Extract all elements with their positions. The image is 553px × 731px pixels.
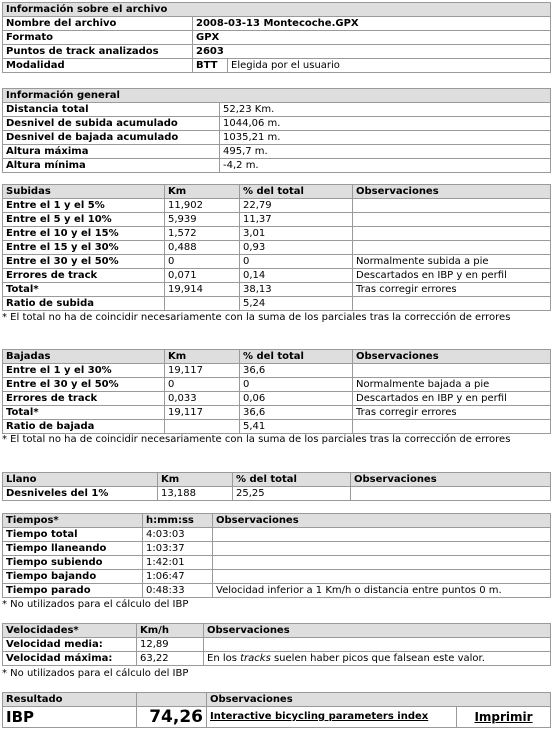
table-row: Formato GPX <box>3 31 551 45</box>
file-name-value: 2008-03-13 Montecoche.GPX <box>193 17 551 31</box>
table-row: Tiempo subiendo 1:42:01 <box>3 556 551 570</box>
velocidades-footnote: * No utilizados para el cálculo del IBP <box>2 668 189 679</box>
print-button[interactable]: Imprimir <box>457 707 551 728</box>
table-row: Altura máxima 495,7 m. <box>3 145 551 159</box>
file-info-table <box>2 2 551 73</box>
table-row: Total* 19,117 36,6 Tras corregir errores <box>3 406 551 420</box>
bajadas-footnote: * El total no ha de coincidir necesariamente con la suma de los parciales tras la corrección de errores <box>2 434 511 445</box>
table-row: Velocidad media: 12,89 <box>3 638 551 652</box>
table-row: Tiempo llaneando 1:03:37 <box>3 542 551 556</box>
table-row: Tiempo parado 0:48:33 Velocidad inferior a 1 Km/h o distancia entre puntos 0 m. <box>3 584 551 598</box>
general-info-header: Información general <box>3 89 551 103</box>
table-row: Modalidad BTT Elegida por el usuario <box>3 59 551 73</box>
ibp-info-link[interactable]: Interactive bicycling parameters index <box>210 711 429 722</box>
table-row: Entre el 5 y el 10% 5,939 11,37 <box>3 213 551 227</box>
table-row: Errores de track 0,071 0,14 Descartados en IBP y en perfil <box>3 269 551 283</box>
table-row: Tiempo bajando 1:06:47 <box>3 570 551 584</box>
table-row: Altura mínima -4,2 m. <box>3 159 551 173</box>
tiempos-table: Tiempos* h:mm:ss Observaciones Tiempo total 4:03:03 Tiempo llaneando 1:03:37 Tiempo subiendo 1:42:01 Tiempo bajando 1:06:47 Tiempo parado 0:48:33 Velocidad inferior a 1 Km/h o distancia entre puntos 0 m. <box>2 513 551 598</box>
resultado-table: Resultado Observaciones IBP 74,26 Interactive bicycling parameters index Imprimir <box>2 692 551 728</box>
table-row: Entre el 30 y el 50% 0 0 Normalmente bajada a pie <box>3 378 551 392</box>
ibp-label: IBP <box>3 707 137 728</box>
table-row: Desnivel de subida acumulado 1044,06 m. <box>3 117 551 131</box>
ibp-value: 74,26 <box>137 707 207 728</box>
table-row: Desniveles del 1% 13,188 25,25 <box>3 487 551 501</box>
general-info-table <box>2 88 551 173</box>
subidas-footnote: * El total no ha de coincidir necesariamente con la suma de los parciales tras la corrección de errores <box>2 312 511 323</box>
table-row: Ratio de subida 5,24 <box>3 297 551 311</box>
table-row: Entre el 10 y el 15% 1,572 3,01 <box>3 227 551 241</box>
table-row: Entre el 15 y el 30% 0,488 0,93 <box>3 241 551 255</box>
table-row: Tiempo total 4:03:03 <box>3 528 551 542</box>
file-info-header: Información sobre el archivo <box>3 3 551 17</box>
table-row: Velocidad máxima: 63,22 En los tracks suelen haber picos que falsean este valor. <box>3 652 551 666</box>
table-row: Nombre del archivo 2008-03-13 Montecoche.GPX <box>3 17 551 31</box>
table-row: Total* 19,914 38,13 Tras corregir errores <box>3 283 551 297</box>
table-row: Entre el 1 y el 5% 11,902 22,79 <box>3 199 551 213</box>
bajadas-table: Bajadas Km % del total Observaciones Entre el 1 y el 30% 19,117 36,6 Entre el 30 y el 50% 0 0 Normalmente bajada a pie Errores de track 0,033 0,06 Descartados en IBP y en perfil Total* 19,117 36,6 Tras corregir errores Ratio de bajada 5,41 <box>2 349 551 434</box>
velocidades-table: Velocidades* Km/h Observaciones Velocidad media: 12,89 Velocidad máxima: 63,22 En los tracks suelen haber picos que falsean este valor. <box>2 623 551 666</box>
table-row: Ratio de bajada 5,41 <box>3 420 551 434</box>
llano-table: Llano Km % del total Observaciones Desniveles del 1% 13,188 25,25 <box>2 472 551 501</box>
table-row: Entre el 1 y el 30% 19,117 36,6 <box>3 364 551 378</box>
table-row: Errores de track 0,033 0,06 Descartados en IBP y en perfil <box>3 392 551 406</box>
tiempos-footnote: * No utilizados para el cálculo del IBP <box>2 599 189 610</box>
subidas-table: Subidas Km % del total Observaciones Entre el 1 y el 5% 11,902 22,79 Entre el 5 y el 10% 5,939 11,37 Entre el 10 y el 15% 1,572 3,01 Entre el 15 y el 30% 0,488 0,93 Entre el 30 y el 50% 0 0 Normalmente subida a pie Errores de track 0,071 0,14 Descartados en IBP y en perfil Total* 19,914 38,13 Tras corregir errores Ratio de subida 5,24 <box>2 184 551 311</box>
table-row: Entre el 30 y el 50% 0 0 Normalmente subida a pie <box>3 255 551 269</box>
max-speed-note: En los tracks suelen haber picos que falsean este valor. <box>204 652 551 666</box>
table-row: Puntos de track analizados 2603 <box>3 45 551 59</box>
table-row <box>3 707 551 728</box>
table-row: Desnivel de bajada acumulado 1035,21 m. <box>3 131 551 145</box>
table-row: Distancia total 52,23 Km. <box>3 103 551 117</box>
